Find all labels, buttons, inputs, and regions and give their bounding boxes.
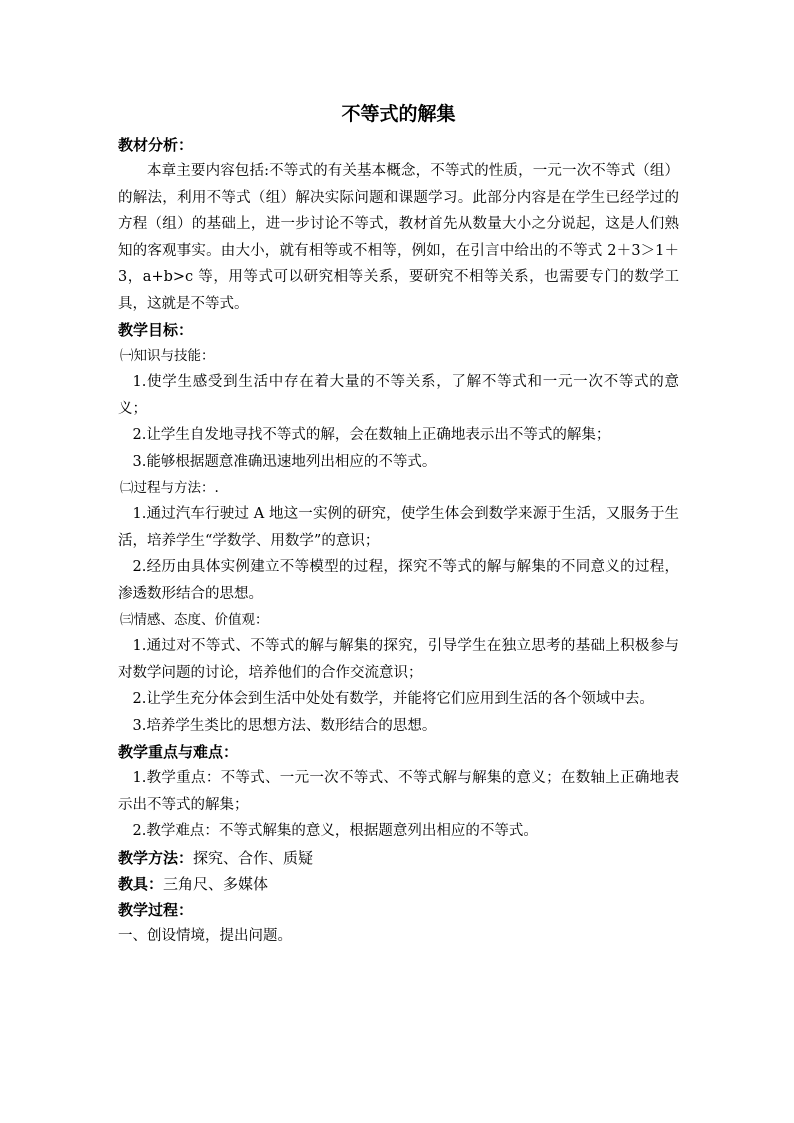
teaching-process-heading: 教学过程： [118,900,194,919]
tools-heading: 教具： [118,874,164,893]
methods-heading: 教学方法： [118,848,194,867]
analysis-heading: 教材分析： [118,136,194,154]
knowledge-item-2: 2.让学生自发地寻找不等式的解，会在数轴上正确地表示出不等式的解集； [132,427,611,443]
knowledge-item-1: 1.使学生感受到生活中存在着大量的不等关系，了解不等式和一元一次不等式的意义； [118,374,679,417]
methods-line [118,845,679,871]
tools-text: 三角尺、多媒体 [163,874,269,893]
keypoints-heading: 教学重点与难点： [118,743,239,761]
process-subheading: ㈡过程与方法：. [120,480,219,496]
process-item-2: 2.经历由具体实例建立不等模型的过程，探究不等式的解与解集的不同意义的过程，渗透数形结合的思想。 [118,559,679,602]
emotion-subheading: ㈢情感、态度、价值观： [120,612,269,628]
process-item-1: 1.通过汽车行驶过 A 地这一实例的研究，使学生体会到数学来源于生活，又服务于生活，培养学生“学数学、用数学”的意识； [118,506,679,549]
analysis-paragraph: 本章主要内容包括:不等式的有关基本概念，不等式的性质，一元一次不等式（组）的解法，利用不等式（组）解决实际问题和课题学习。此部分内容是在学生已经学过的方程（组）的基础上，进一步讨论不等式，教材首先从数量大小之分说起，这是人们熟知的客观事实。由大小，就有相等或不相等，例如，在引言中给出的不等式 2＋3＞1＋3，a+b>c 等，用等式可以研究相等关系，要研究不相等关系，也需要专门的数学工具，这就是不等式。 [118,163,679,312]
keypoint-item-1: 1.教学重点：不等式、一元一次不等式、不等式解与解集的意义；在数轴上正确地表示出不等式的解集； [118,770,679,813]
step-1-text: 一、创设情境，提出问题。 [118,927,292,944]
goals-heading: 教学目标： [118,321,194,339]
methods-text: 探究、合作、质疑 [193,848,314,867]
emotion-item-2: 2.让学生充分体会到生活中处处有数学，并能将它们应用到生活的各个领域中去。 [132,691,654,707]
emotion-item-1: 1.通过对不等式、不等式的解与解集的探究，引导学生在独立思考的基础上积极参与对数学问题的讨论，培养他们的合作交流意识； [118,638,679,681]
knowledge-subheading: ㈠知识与技能： [120,348,215,364]
tools-line [118,871,679,897]
emotion-item-3: 3.培养学生类比的思想方法、数形结合的思想。 [132,717,437,734]
knowledge-item-3: 3.能够根据题意准确迅速地列出相应的不等式。 [132,453,437,470]
keypoint-item-2: 2.教学难点：不等式解集的意义，根据题意列出相应的不等式。 [132,823,538,839]
document-title: 不等式的解集 [341,103,456,125]
